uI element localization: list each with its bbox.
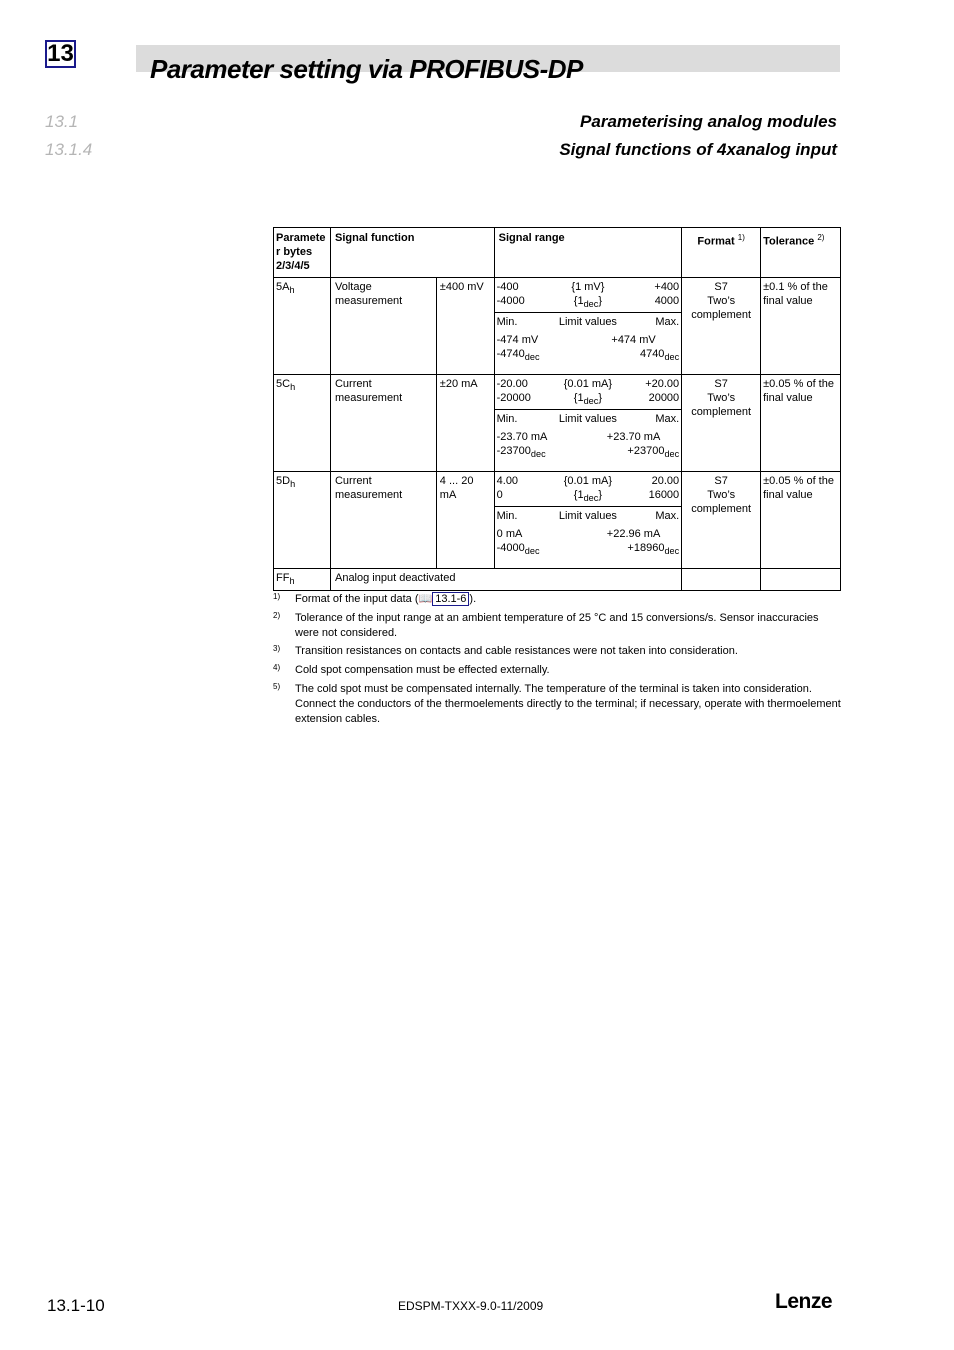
- range-cell: ±400 mV: [436, 278, 494, 375]
- page-title: Parameter setting via PROFIBUS-DP: [150, 54, 583, 84]
- param-cell: $5C_h$: [274, 375, 331, 472]
- subsection-title: Signal functions of 4xanalog input: [559, 140, 837, 159]
- param-cell: $5D_h$: [274, 472, 331, 569]
- header-param: Paramete r bytes 2/3/4/5: [274, 228, 331, 278]
- table-row: [274, 569, 841, 591]
- deactivated-cell: Analog input deactivated: [330, 569, 681, 591]
- header-signal-function: Signal function: [330, 228, 494, 278]
- footnote: 1) Format of the input data (📖 13.1-6 ).: [273, 592, 477, 605]
- format-cell: S7 Two’s complement: [682, 278, 761, 375]
- signal-functions-table: [273, 227, 841, 591]
- table-row: [274, 375, 841, 472]
- range-cell: 4 ... 20 mA: [436, 472, 494, 569]
- format-cell: S7 Two’s complement: [682, 375, 761, 472]
- header-signal-range: Signal range: [494, 228, 682, 278]
- book-icon: 📖: [418, 593, 433, 605]
- signal-range-cell: -20.00 {0.01 mA} +20.00 -20000 $\{1_{dec}\}$ 20000 Min. Limit values Max. -23.70 mA +23.70 mA $-23700_{dec}$ $+23700_{dec}$: [494, 375, 682, 472]
- brand-logo: Lenze: [775, 1290, 833, 1313]
- section-title: Parameterising analog modules: [580, 112, 837, 131]
- function-cell: Current measurement: [330, 472, 436, 569]
- signal-range-cell: -400 {1 mV} +400 -4000 $\{1_{dec}\}$ 4000 Min. Limit values Max. -474 mV +474 mV $-4740_{dec}$ $4740_{dec}$: [494, 278, 682, 375]
- document-code: EDSPM-TXXX-9.0-11/2009: [398, 1299, 544, 1313]
- param-cell: $FF_h$: [274, 569, 331, 591]
- table-row: [274, 472, 841, 569]
- tolerance-cell: ±0.05 % of the final value: [761, 375, 841, 472]
- table-header-row: [274, 228, 841, 278]
- tolerance-cell: ±0.05 % of the final value: [761, 472, 841, 569]
- section-number: 13.1: [45, 112, 79, 131]
- table-row: [274, 278, 841, 375]
- tolerance-cell: [761, 569, 841, 591]
- range-cell: ±20 mA: [436, 375, 494, 472]
- function-cell: Voltage measurement: [330, 278, 436, 375]
- header-tolerance: Tolerance $^{2)}$: [761, 228, 841, 278]
- header-format: Format $^{1)}$: [682, 228, 761, 278]
- footnote: 4) Cold spot compensation must be effected externally.: [273, 663, 550, 676]
- function-cell: Current measurement: [330, 375, 436, 472]
- param-cell: $5A_h$: [274, 278, 331, 375]
- signal-range-cell: 4.00 {0.01 mA} 20.00 0 $\{1_{dec}\}$ 16000 Min. Limit values Max. 0 mA +22.96 mA $-4000_{dec}$ $+18960_{dec}$: [494, 472, 682, 569]
- page-reference-link[interactable]: 13.1-6: [432, 592, 469, 606]
- page-number: 13.1-10: [47, 1296, 105, 1315]
- footnote: 2) Tolerance of the input range at an ambient temperature of 25 °C and 15 conversions/s. Sensor inaccuracies were not considered.: [273, 611, 819, 639]
- footnote: 3) Transition resistances on contacts and cable resistances were not taken into consideration.: [273, 644, 738, 657]
- footnote: 5) The cold spot must be compensated internally. The temperature of the terminal is taken into consideration. Connect the conductors of the thermoelements directly to the terminal; if necessary, operate with thermoelement extension cables.: [273, 682, 841, 725]
- tolerance-cell: ±0.1 % of the final value: [761, 278, 841, 375]
- chapter-number: 13: [45, 40, 76, 68]
- subsection-number: 13.1.4: [45, 140, 93, 159]
- format-cell: [682, 569, 761, 591]
- format-cell: S7 Two’s complement: [682, 472, 761, 569]
